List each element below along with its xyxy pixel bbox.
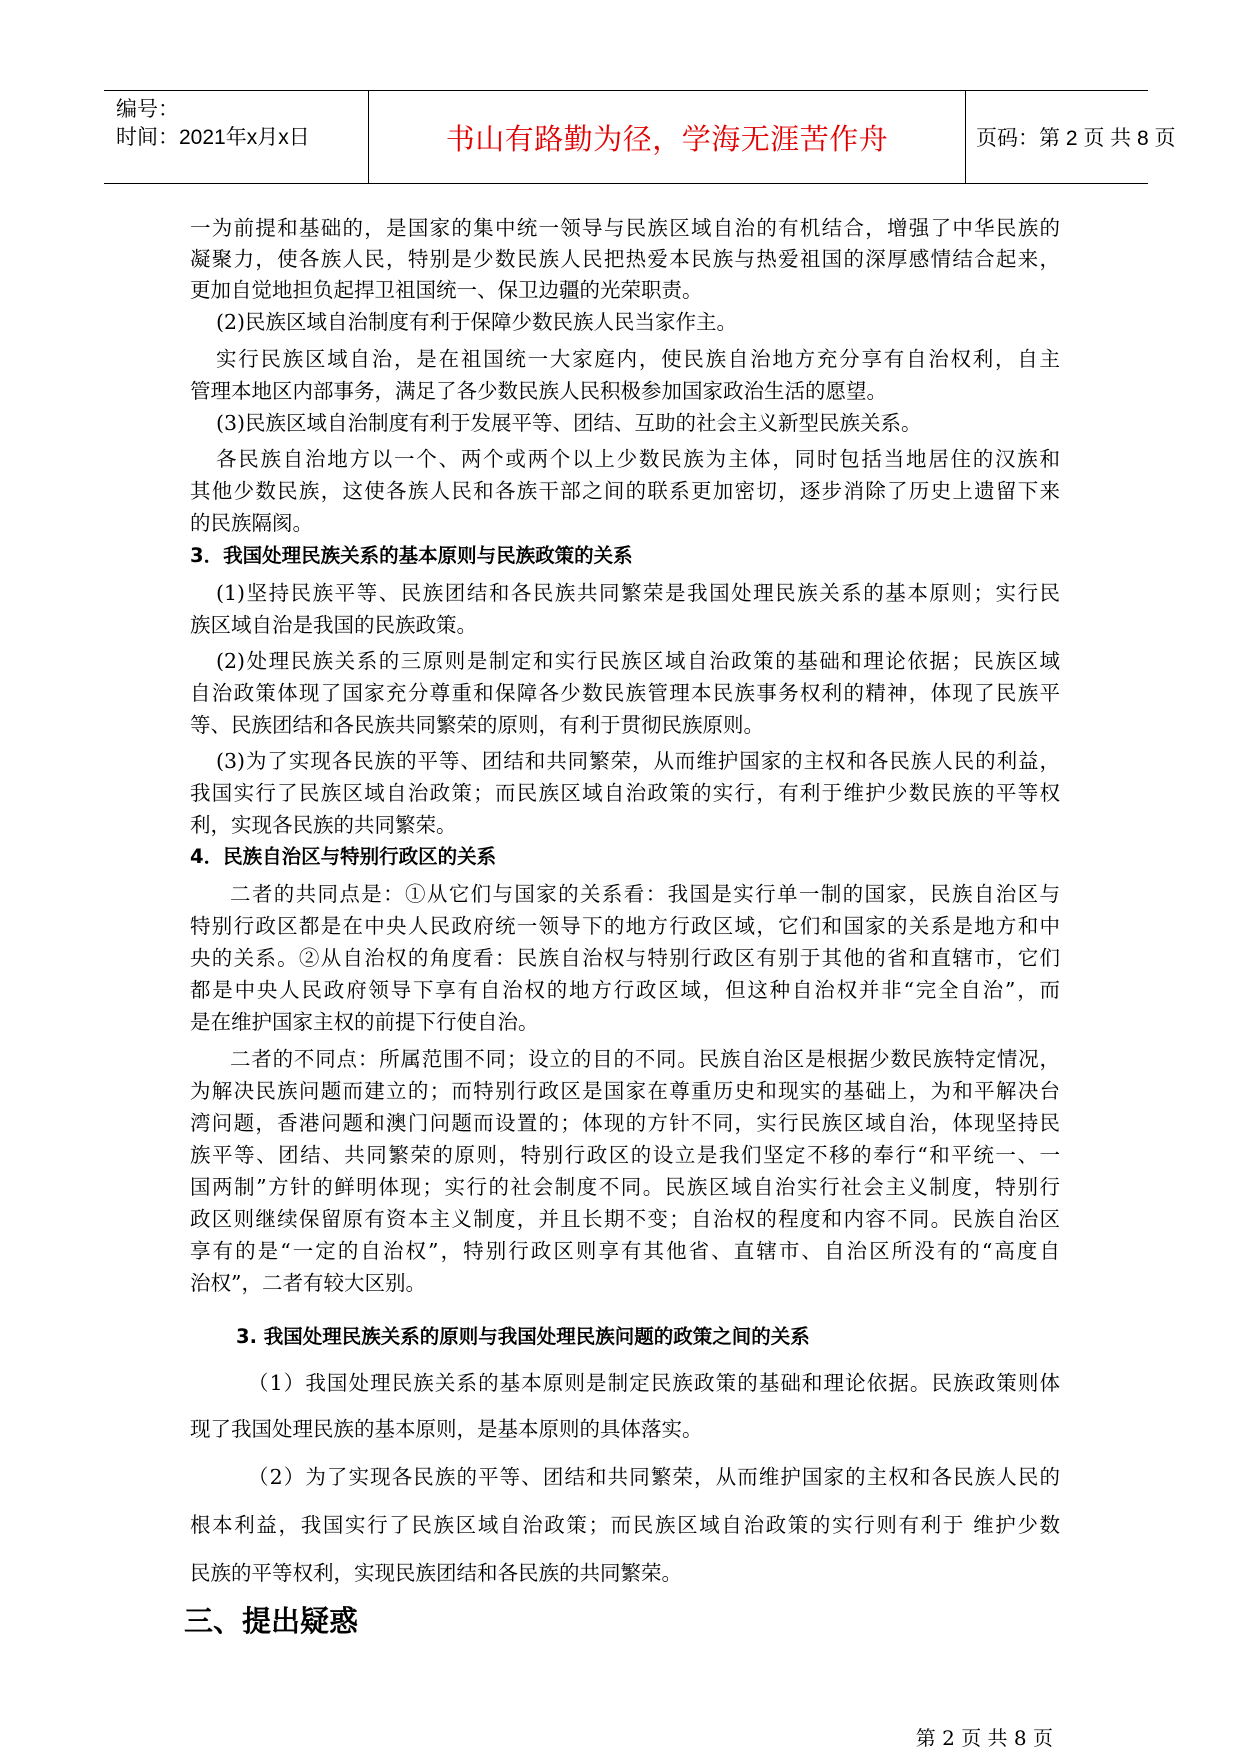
body-line: 的民族隔阂。 (190, 511, 313, 535)
body-line: 族区域自治是我国的民族政策。 (190, 613, 477, 637)
body-line: 我国实行了民族区域自治政策；而民族区域自治政策的实行，有利于维护少数民族的平等权 (190, 781, 1060, 805)
header-motto-cell (368, 91, 966, 183)
body-line: 现了我国处理民族的基本原则，是基本原则的具体落实。 (190, 1417, 703, 1441)
body-line: (2)民族区域自治制度有利于保障少数民族人民当家作主。 (216, 310, 738, 334)
page-header (104, 90, 1176, 184)
body-line: 治权”，二者有较大区别。 (190, 1271, 426, 1295)
body-line: (3)为了实现各民族的平等、团结和共同繁荣，从而维护国家的主权和各民族人民的利益， (216, 749, 1060, 773)
body-line: 特别行政区都是在中央人民政府统一领导下的地方行政区域，它们和国家的关系是地方和中 (190, 914, 1060, 938)
body-line: （1）我国处理民族关系的基本原则是制定民族政策的基础和理论依据。民族政策则体 (248, 1371, 1060, 1395)
body-line: 等、民族团结和各民族共同繁荣的原则，有利于贯彻民族原则。 (190, 713, 764, 737)
body-line: （2）为了实现各民族的平等、团结和共同繁荣，从而维护国家的主权和各民族人民的 (248, 1465, 1060, 1489)
body-line: 根本利益，我国实行了民族区域自治政策；而民族区域自治政策的实行则有利于 维护少数 (190, 1513, 1060, 1537)
body-line: 享有的是“一定的自治权”，特别行政区则享有其他省、直辖市、自治区所没有的“高度自 (190, 1239, 1060, 1263)
body-line: 为解决民族问题而建立的；而特别行政区是国家在尊重历史和现实的基础上，为和平解决台 (190, 1079, 1060, 1103)
body-line: 实行民族区域自治，是在祖国统一大家庭内，使民族自治地方充分享有自治权利，自主 (216, 347, 1060, 371)
subheading: 3．我国处理民族关系的基本原则与民族政策的关系 (190, 544, 633, 567)
body-line: 管理本地区内部事务，满足了各少数民族人民积极参加国家政治生活的愿望。 (190, 379, 887, 403)
section-heading: 三、提出疑惑 (184, 1604, 359, 1638)
body-line: 国两制”方针的鲜明体现；实行的社会制度不同。民族区域自治实行社会主义制度，特别行 (190, 1175, 1060, 1199)
body-line: (3)民族区域自治制度有利于发展平等、团结、互助的社会主义新型民族关系。 (216, 411, 922, 435)
body-line: 二者的不同点：所属范围不同；设立的目的不同。民族自治区是根据少数民族特定情况， (230, 1047, 1060, 1071)
body-line: 一为前提和基础的，是国家的集中统一领导与民族区域自治的有机结合，增强了中华民族的 (190, 216, 1060, 240)
body-line: 族平等、团结、共同繁荣的原则，特别行政区的设立是我们坚定不移的奉行“和平统一、一 (190, 1143, 1060, 1167)
body-line: 各民族自治地方以一个、两个或两个以上少数民族为主体，同时包括当地居住的汉族和 (216, 447, 1060, 471)
body-line: 都是中央人民政府领导下享有自治权的地方行政区域，但这种自治权并非“完全自治”，而 (190, 978, 1060, 1002)
body-line: 更加自觉地担负起捍卫祖国统一、保卫边疆的光荣职责。 (190, 278, 703, 302)
body-line: 利，实现各民族的共同繁荣。 (190, 813, 457, 837)
subheading: 4．民族自治区与特别行政区的关系 (190, 845, 497, 868)
page-footer: 第 2 页 共 8 页 (915, 1726, 1053, 1750)
body-line: 湾问题，香港问题和澳门问题而设置的；体现的方针不同，实行民族区域自治，体现坚持民 (190, 1111, 1060, 1135)
motto-text: 书山有路勤为径，学海无涯苦作舟 (445, 121, 889, 156)
header-page-cell (966, 91, 1176, 183)
body-line: 政区则继续保留原有资本主义制度，并且长期不变；自治权的程度和内容不同。民族自治区 (190, 1207, 1060, 1231)
body-line: 央的关系。②从自治权的角度看：民族自治权与特别行政区有别于其他的省和直辖市，它们 (190, 946, 1060, 970)
body-line: 民族的平等权利，实现民族团结和各民族的共同繁荣。 (190, 1561, 682, 1585)
body-line: 是在维护国家主权的前提下行使自治。 (190, 1010, 539, 1034)
number-label: 编号： (116, 98, 179, 121)
time-label: 时间：2021年x月x日 (116, 126, 310, 149)
body-line: 其他少数民族，这使各族人民和各族干部之间的联系更加密切，逐步消除了历史上遗留下来 (190, 479, 1060, 503)
body-line: (2)处理民族关系的三原则是制定和实行民族区域自治政策的基础和理论依据；民族区域 (216, 649, 1060, 673)
body-line: 凝聚力，使各族人民，特别是少数民族人民把热爱本民族与热爱祖国的深厚感情结合起来， (190, 247, 1060, 271)
body-line: 二者的共同点是：①从它们与国家的关系看：我国是实行单一制的国家，民族自治区与 (230, 882, 1060, 906)
page-code: 页码：第 2 页 共 8 页 (976, 127, 1176, 150)
body-line: 自治政策体现了国家充分尊重和保障各少数民族管理本民族事务权利的精神，体现了民族平 (190, 681, 1060, 705)
body-line: (1)坚持民族平等、民族团结和各民族共同繁荣是我国处理民族关系的基本原则；实行民 (216, 581, 1060, 605)
header-info-cell (104, 91, 368, 183)
subheading: 3. 我国处理民族关系的原则与我国处理民族问题的政策之间的关系 (236, 1325, 810, 1348)
